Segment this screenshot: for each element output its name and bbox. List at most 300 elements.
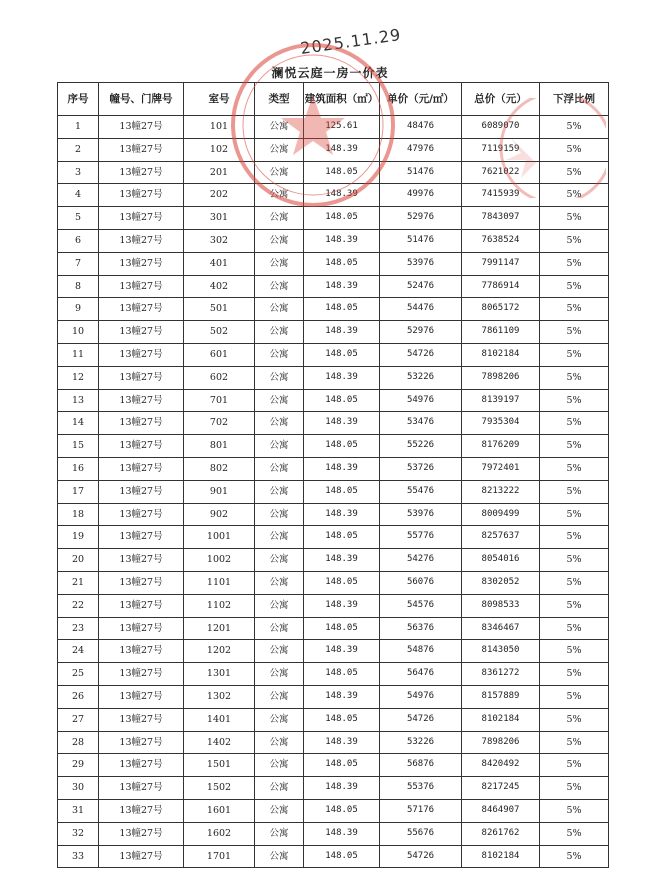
row-number-cell: 7: [58, 252, 99, 275]
room-number-cell: 502: [184, 321, 255, 344]
room-number-cell: 1502: [184, 777, 255, 800]
total-price-cell: 8346467: [462, 617, 540, 640]
discount-rate-cell: 5%: [540, 457, 609, 480]
room-number-cell: 1601: [184, 799, 255, 822]
row-number-cell: 24: [58, 640, 99, 663]
table-row: [58, 731, 609, 754]
building-number-cell: 13幢27号: [99, 298, 184, 321]
table-row: [58, 275, 609, 298]
unit-price-cell: 54726: [380, 343, 462, 366]
table-row: [58, 412, 609, 435]
table-row: [58, 435, 609, 458]
discount-rate-cell: 5%: [540, 161, 609, 184]
floor-area-cell: 148.39: [304, 275, 380, 298]
discount-rate-cell: 5%: [540, 731, 609, 754]
building-number-cell: 13幢27号: [99, 229, 184, 252]
room-number-cell: 801: [184, 435, 255, 458]
unit-price-cell: 54976: [380, 389, 462, 412]
total-price-cell: 7898206: [462, 731, 540, 754]
table-row: [58, 457, 609, 480]
building-number-cell: 13幢27号: [99, 663, 184, 686]
building-number-cell: 13幢27号: [99, 640, 184, 663]
row-number-cell: 8: [58, 275, 99, 298]
total-price-cell: 7119159: [462, 138, 540, 161]
total-price-cell: 7786914: [462, 275, 540, 298]
total-price-cell: 8143050: [462, 640, 540, 663]
floor-area-cell: 148.05: [304, 207, 380, 230]
discount-rate-cell: 5%: [540, 845, 609, 868]
table-row: [58, 366, 609, 389]
discount-rate-cell: 5%: [540, 207, 609, 230]
unit-price-cell: 47976: [380, 138, 462, 161]
column-header: 幢号、门牌号: [99, 83, 184, 116]
unit-price-cell: 53726: [380, 457, 462, 480]
total-price-cell: 8464907: [462, 799, 540, 822]
row-number-cell: 17: [58, 480, 99, 503]
unit-type-cell: 公寓: [255, 685, 304, 708]
unit-price-cell: 48476: [380, 116, 462, 139]
unit-type-cell: 公寓: [255, 799, 304, 822]
building-number-cell: 13幢27号: [99, 161, 184, 184]
unit-price-cell: 54876: [380, 640, 462, 663]
total-price-cell: 7638524: [462, 229, 540, 252]
room-number-cell: 1302: [184, 685, 255, 708]
building-number-cell: 13幢27号: [99, 321, 184, 344]
room-number-cell: 201: [184, 161, 255, 184]
table-row: [58, 480, 609, 503]
unit-price-cell: 54276: [380, 549, 462, 572]
table-row: [58, 116, 609, 139]
table-header: [58, 83, 609, 116]
table-row: [58, 754, 609, 777]
unit-price-cell: 52976: [380, 321, 462, 344]
unit-type-cell: 公寓: [255, 321, 304, 344]
unit-type-cell: 公寓: [255, 161, 304, 184]
unit-type-cell: 公寓: [255, 503, 304, 526]
discount-rate-cell: 5%: [540, 799, 609, 822]
row-number-cell: 21: [58, 571, 99, 594]
table-row: [58, 571, 609, 594]
room-number-cell: 1501: [184, 754, 255, 777]
unit-price-cell: 55226: [380, 435, 462, 458]
discount-rate-cell: 5%: [540, 366, 609, 389]
row-number-cell: 10: [58, 321, 99, 344]
discount-rate-cell: 5%: [540, 617, 609, 640]
row-number-cell: 32: [58, 822, 99, 845]
room-number-cell: 1701: [184, 845, 255, 868]
unit-type-cell: 公寓: [255, 343, 304, 366]
unit-type-cell: 公寓: [255, 571, 304, 594]
unit-type-cell: 公寓: [255, 116, 304, 139]
room-number-cell: 1202: [184, 640, 255, 663]
building-number-cell: 13幢27号: [99, 777, 184, 800]
discount-rate-cell: 5%: [540, 526, 609, 549]
unit-price-cell: 55676: [380, 822, 462, 845]
row-number-cell: 4: [58, 184, 99, 207]
building-number-cell: 13幢27号: [99, 708, 184, 731]
room-number-cell: 1301: [184, 663, 255, 686]
row-number-cell: 9: [58, 298, 99, 321]
unit-price-cell: 54976: [380, 685, 462, 708]
table-row: [58, 229, 609, 252]
total-price-cell: 8102184: [462, 343, 540, 366]
row-number-cell: 14: [58, 412, 99, 435]
floor-area-cell: 148.39: [304, 229, 380, 252]
discount-rate-cell: 5%: [540, 275, 609, 298]
table-row: [58, 252, 609, 275]
unit-price-cell: 55376: [380, 777, 462, 800]
discount-rate-cell: 5%: [540, 298, 609, 321]
total-price-cell: 7861109: [462, 321, 540, 344]
floor-area-cell: 148.39: [304, 366, 380, 389]
unit-price-cell: 51476: [380, 229, 462, 252]
row-number-cell: 31: [58, 799, 99, 822]
building-number-cell: 13幢27号: [99, 731, 184, 754]
row-number-cell: 2: [58, 138, 99, 161]
room-number-cell: 1101: [184, 571, 255, 594]
building-number-cell: 13幢27号: [99, 526, 184, 549]
unit-type-cell: 公寓: [255, 389, 304, 412]
building-number-cell: 13幢27号: [99, 617, 184, 640]
floor-area-cell: 148.39: [304, 184, 380, 207]
building-number-cell: 13幢27号: [99, 457, 184, 480]
unit-type-cell: 公寓: [255, 777, 304, 800]
unit-type-cell: 公寓: [255, 457, 304, 480]
row-number-cell: 25: [58, 663, 99, 686]
discount-rate-cell: 5%: [540, 708, 609, 731]
price-table: [57, 82, 609, 868]
unit-type-cell: 公寓: [255, 275, 304, 298]
building-number-cell: 13幢27号: [99, 389, 184, 412]
building-number-cell: 13幢27号: [99, 799, 184, 822]
row-number-cell: 27: [58, 708, 99, 731]
room-number-cell: 1602: [184, 822, 255, 845]
column-header: 总价（元）: [462, 83, 540, 116]
discount-rate-cell: 5%: [540, 138, 609, 161]
room-number-cell: 302: [184, 229, 255, 252]
floor-area-cell: 148.39: [304, 138, 380, 161]
unit-type-cell: 公寓: [255, 138, 304, 161]
table-row: [58, 161, 609, 184]
table-row: [58, 138, 609, 161]
room-number-cell: 202: [184, 184, 255, 207]
building-number-cell: 13幢27号: [99, 822, 184, 845]
total-price-cell: 7843097: [462, 207, 540, 230]
unit-price-cell: 53976: [380, 252, 462, 275]
building-number-cell: 13幢27号: [99, 343, 184, 366]
unit-price-cell: 57176: [380, 799, 462, 822]
floor-area-cell: 148.39: [304, 777, 380, 800]
row-number-cell: 20: [58, 549, 99, 572]
room-number-cell: 701: [184, 389, 255, 412]
total-price-cell: 7935304: [462, 412, 540, 435]
row-number-cell: 15: [58, 435, 99, 458]
floor-area-cell: 148.39: [304, 822, 380, 845]
room-number-cell: 901: [184, 480, 255, 503]
building-number-cell: 13幢27号: [99, 184, 184, 207]
building-number-cell: 13幢27号: [99, 366, 184, 389]
unit-price-cell: 54726: [380, 845, 462, 868]
unit-price-cell: 51476: [380, 161, 462, 184]
unit-type-cell: 公寓: [255, 366, 304, 389]
total-price-cell: 8420492: [462, 754, 540, 777]
table-row: [58, 640, 609, 663]
total-price-cell: 7991147: [462, 252, 540, 275]
unit-price-cell: 56376: [380, 617, 462, 640]
building-number-cell: 13幢27号: [99, 594, 184, 617]
unit-price-cell: 53976: [380, 503, 462, 526]
total-price-cell: 8213222: [462, 480, 540, 503]
building-number-cell: 13幢27号: [99, 138, 184, 161]
floor-area-cell: 148.05: [304, 526, 380, 549]
total-price-cell: 8098533: [462, 594, 540, 617]
discount-rate-cell: 5%: [540, 663, 609, 686]
row-number-cell: 11: [58, 343, 99, 366]
unit-type-cell: 公寓: [255, 435, 304, 458]
column-header: 单价（元/㎡）: [380, 83, 462, 116]
floor-area-cell: 148.05: [304, 252, 380, 275]
floor-area-cell: 148.39: [304, 412, 380, 435]
unit-type-cell: 公寓: [255, 708, 304, 731]
unit-price-cell: 54726: [380, 708, 462, 731]
building-number-cell: 13幢27号: [99, 754, 184, 777]
discount-rate-cell: 5%: [540, 184, 609, 207]
room-number-cell: 301: [184, 207, 255, 230]
building-number-cell: 13幢27号: [99, 412, 184, 435]
unit-price-cell: 55776: [380, 526, 462, 549]
table-row: [58, 685, 609, 708]
unit-price-cell: 53476: [380, 412, 462, 435]
floor-area-cell: 148.05: [304, 754, 380, 777]
column-header: 室号: [184, 83, 255, 116]
total-price-cell: 8157889: [462, 685, 540, 708]
unit-type-cell: 公寓: [255, 480, 304, 503]
total-price-cell: 7621022: [462, 161, 540, 184]
discount-rate-cell: 5%: [540, 412, 609, 435]
row-number-cell: 16: [58, 457, 99, 480]
discount-rate-cell: 5%: [540, 594, 609, 617]
unit-type-cell: 公寓: [255, 184, 304, 207]
room-number-cell: 402: [184, 275, 255, 298]
unit-type-cell: 公寓: [255, 822, 304, 845]
unit-price-cell: 49976: [380, 184, 462, 207]
row-number-cell: 5: [58, 207, 99, 230]
unit-type-cell: 公寓: [255, 754, 304, 777]
row-number-cell: 1: [58, 116, 99, 139]
total-price-cell: 7972401: [462, 457, 540, 480]
total-price-cell: 8139197: [462, 389, 540, 412]
building-number-cell: 13幢27号: [99, 549, 184, 572]
row-number-cell: 18: [58, 503, 99, 526]
room-number-cell: 1201: [184, 617, 255, 640]
floor-area-cell: 148.05: [304, 389, 380, 412]
total-price-cell: 8009499: [462, 503, 540, 526]
table-body: [58, 116, 609, 868]
room-number-cell: 501: [184, 298, 255, 321]
unit-type-cell: 公寓: [255, 549, 304, 572]
header-row: [58, 83, 609, 116]
room-number-cell: 101: [184, 116, 255, 139]
building-number-cell: 13幢27号: [99, 252, 184, 275]
room-number-cell: 1102: [184, 594, 255, 617]
unit-type-cell: 公寓: [255, 731, 304, 754]
floor-area-cell: 148.05: [304, 343, 380, 366]
floor-area-cell: 148.05: [304, 708, 380, 731]
row-number-cell: 3: [58, 161, 99, 184]
row-number-cell: 28: [58, 731, 99, 754]
room-number-cell: 902: [184, 503, 255, 526]
floor-area-cell: 148.39: [304, 731, 380, 754]
column-header: 建筑面积（㎡）: [304, 83, 380, 116]
floor-area-cell: 148.05: [304, 845, 380, 868]
discount-rate-cell: 5%: [540, 252, 609, 275]
total-price-cell: 8257637: [462, 526, 540, 549]
discount-rate-cell: 5%: [540, 685, 609, 708]
discount-rate-cell: 5%: [540, 640, 609, 663]
floor-area-cell: 148.39: [304, 594, 380, 617]
floor-area-cell: 148.39: [304, 321, 380, 344]
table-row: [58, 708, 609, 731]
total-price-cell: 7898206: [462, 366, 540, 389]
room-number-cell: 1001: [184, 526, 255, 549]
unit-price-cell: 52976: [380, 207, 462, 230]
room-number-cell: 802: [184, 457, 255, 480]
unit-price-cell: 56876: [380, 754, 462, 777]
table-row: [58, 343, 609, 366]
building-number-cell: 13幢27号: [99, 571, 184, 594]
table-row: [58, 503, 609, 526]
floor-area-cell: 148.39: [304, 640, 380, 663]
total-price-cell: 8361272: [462, 663, 540, 686]
total-price-cell: 8054016: [462, 549, 540, 572]
unit-type-cell: 公寓: [255, 845, 304, 868]
discount-rate-cell: 5%: [540, 321, 609, 344]
column-header: 类型: [255, 83, 304, 116]
room-number-cell: 601: [184, 343, 255, 366]
total-price-cell: 7415939: [462, 184, 540, 207]
unit-type-cell: 公寓: [255, 229, 304, 252]
unit-type-cell: 公寓: [255, 207, 304, 230]
row-number-cell: 26: [58, 685, 99, 708]
room-number-cell: 702: [184, 412, 255, 435]
room-number-cell: 1402: [184, 731, 255, 754]
unit-price-cell: 55476: [380, 480, 462, 503]
table-row: [58, 594, 609, 617]
row-number-cell: 22: [58, 594, 99, 617]
table-row: [58, 777, 609, 800]
unit-type-cell: 公寓: [255, 412, 304, 435]
discount-rate-cell: 5%: [540, 549, 609, 572]
floor-area-cell: 148.05: [304, 799, 380, 822]
total-price-cell: 8302052: [462, 571, 540, 594]
discount-rate-cell: 5%: [540, 754, 609, 777]
total-price-cell: 8261762: [462, 822, 540, 845]
unit-price-cell: 52476: [380, 275, 462, 298]
row-number-cell: 29: [58, 754, 99, 777]
unit-price-cell: 54576: [380, 594, 462, 617]
row-number-cell: 23: [58, 617, 99, 640]
table-row: [58, 207, 609, 230]
unit-type-cell: 公寓: [255, 640, 304, 663]
total-price-cell: 8102184: [462, 845, 540, 868]
row-number-cell: 13: [58, 389, 99, 412]
discount-rate-cell: 5%: [540, 435, 609, 458]
floor-area-cell: 148.39: [304, 457, 380, 480]
total-price-cell: 6089070: [462, 116, 540, 139]
row-number-cell: 33: [58, 845, 99, 868]
total-price-cell: 8065172: [462, 298, 540, 321]
total-price-cell: 8217245: [462, 777, 540, 800]
unit-type-cell: 公寓: [255, 252, 304, 275]
unit-price-cell: 53226: [380, 366, 462, 389]
floor-area-cell: 148.05: [304, 298, 380, 321]
floor-area-cell: 148.05: [304, 480, 380, 503]
floor-area-cell: 148.39: [304, 685, 380, 708]
unit-type-cell: 公寓: [255, 526, 304, 549]
table-row: [58, 663, 609, 686]
building-number-cell: 13幢27号: [99, 435, 184, 458]
building-number-cell: 13幢27号: [99, 207, 184, 230]
building-number-cell: 13幢27号: [99, 116, 184, 139]
column-header: 序号: [58, 83, 99, 116]
floor-area-cell: 148.05: [304, 161, 380, 184]
building-number-cell: 13幢27号: [99, 480, 184, 503]
column-header: 下浮比例: [540, 83, 609, 116]
building-number-cell: 13幢27号: [99, 685, 184, 708]
table-row: [58, 298, 609, 321]
table-row: [58, 549, 609, 572]
table-row: [58, 389, 609, 412]
unit-type-cell: 公寓: [255, 594, 304, 617]
handwritten-date: 2025.11.29: [299, 25, 403, 58]
floor-area-cell: 148.05: [304, 571, 380, 594]
building-number-cell: 13幢27号: [99, 275, 184, 298]
unit-price-cell: 56476: [380, 663, 462, 686]
row-number-cell: 19: [58, 526, 99, 549]
floor-area-cell: 148.39: [304, 549, 380, 572]
table-row: [58, 822, 609, 845]
room-number-cell: 1002: [184, 549, 255, 572]
row-number-cell: 6: [58, 229, 99, 252]
unit-type-cell: 公寓: [255, 617, 304, 640]
discount-rate-cell: 5%: [540, 343, 609, 366]
floor-area-cell: 148.05: [304, 617, 380, 640]
table-row: [58, 799, 609, 822]
discount-rate-cell: 5%: [540, 503, 609, 526]
floor-area-cell: 125.61: [304, 116, 380, 139]
discount-rate-cell: 5%: [540, 822, 609, 845]
total-price-cell: 8176209: [462, 435, 540, 458]
table-row: [58, 184, 609, 207]
discount-rate-cell: 5%: [540, 480, 609, 503]
floor-area-cell: 148.39: [304, 503, 380, 526]
room-number-cell: 401: [184, 252, 255, 275]
table-row: [58, 845, 609, 868]
unit-type-cell: 公寓: [255, 298, 304, 321]
table-row: [58, 617, 609, 640]
building-number-cell: 13幢27号: [99, 503, 184, 526]
unit-price-cell: 54476: [380, 298, 462, 321]
room-number-cell: 1401: [184, 708, 255, 731]
discount-rate-cell: 5%: [540, 229, 609, 252]
floor-area-cell: 148.05: [304, 663, 380, 686]
discount-rate-cell: 5%: [540, 571, 609, 594]
discount-rate-cell: 5%: [540, 116, 609, 139]
table-row: [58, 526, 609, 549]
room-number-cell: 602: [184, 366, 255, 389]
unit-price-cell: 56076: [380, 571, 462, 594]
floor-area-cell: 148.05: [304, 435, 380, 458]
